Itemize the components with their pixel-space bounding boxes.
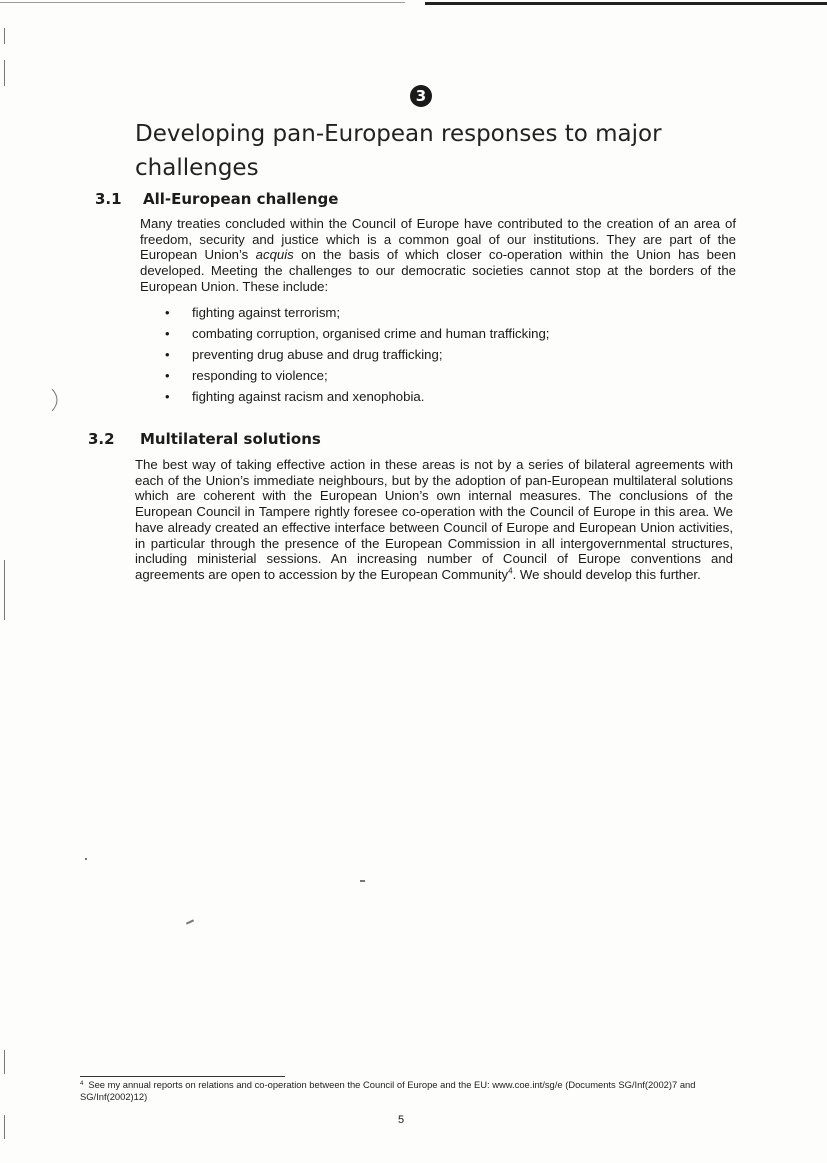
list-item: • fighting against terrorism; bbox=[165, 302, 549, 323]
page-number: 5 bbox=[398, 1114, 405, 1126]
footnote-marker: 4 bbox=[80, 1081, 84, 1087]
list-item: • responding to violence; bbox=[165, 365, 549, 386]
scan-speck bbox=[85, 858, 87, 860]
scan-speck bbox=[186, 919, 194, 924]
list-item: • fighting against racism and xenophobia. bbox=[165, 386, 549, 407]
section-body-paragraph bbox=[140, 216, 736, 295]
section-title: Multilateral solutions bbox=[140, 430, 321, 448]
section-body-paragraph bbox=[135, 457, 733, 583]
italic-term: acquis bbox=[255, 247, 294, 263]
body-text: on the basis of which closer co-operation within the Union has been developed. Meeting the challenges to our democratic societies cannot stop at the borders of the European Union. These include: bbox=[140, 247, 737, 294]
footnote-separator bbox=[80, 1076, 285, 1077]
footnote bbox=[80, 1079, 720, 1102]
scan-edge-mark bbox=[4, 60, 5, 86]
section-number: 3.1 bbox=[95, 190, 122, 208]
scan-speck bbox=[360, 880, 365, 882]
footnote-reference[interactable]: 4 bbox=[508, 566, 513, 576]
section-number: 3.2 bbox=[88, 430, 115, 448]
chapter-title: Developing pan-European responses to major challenges bbox=[135, 121, 662, 181]
footnote-text: See my annual reports on relations and co-operation between the Council of Europe and the EU: www.coe.int/sg/e (Documents SG/Inf(2002)7 and SG/Inf(2002)12) bbox=[80, 1079, 696, 1102]
challenges-list bbox=[165, 302, 549, 407]
chapter-number-badge: 3 bbox=[410, 85, 432, 107]
body-text: Many treaties concluded within the Council of Europe have contributed to the creation of an area of freedom, security and justice which is a common goal of our institutions. They are part of the European Union’s bbox=[140, 216, 736, 263]
scan-bracket-mark bbox=[50, 388, 64, 412]
body-text: The best way of taking effective action in these areas is not by a series of bilateral agreements with each of the Union’s immediate neighbours, but by the adoption of pan-European multilateral solutions which are coherent with the European Union’s own internal measures. The conclusions of the European Council in Tampere rightly foresee co-operation with the Council of Europe in this area. We have already created an effective interface between Council of Europe and European Union activities, in particular through the presence of the European Commission in all intergovernmental structures, including ministerial sessions. An increasing number of Council of Europe conventions and agreements are open to accession by the European Community bbox=[135, 457, 733, 582]
scan-top-rule-heavy bbox=[425, 2, 827, 5]
scan-edge-mark bbox=[4, 560, 5, 620]
scan-edge-mark bbox=[4, 28, 5, 44]
list-item: • combating corruption, organised crime and human trafficking; bbox=[165, 323, 549, 344]
section-title: All-European challenge bbox=[143, 190, 339, 208]
list-item: • preventing drug abuse and drug trafficking; bbox=[165, 344, 549, 365]
scan-edge-mark bbox=[4, 1115, 5, 1139]
scan-edge-mark bbox=[4, 1050, 5, 1074]
body-text: . We should develop this further. bbox=[512, 566, 701, 582]
scan-top-rule bbox=[0, 2, 405, 3]
